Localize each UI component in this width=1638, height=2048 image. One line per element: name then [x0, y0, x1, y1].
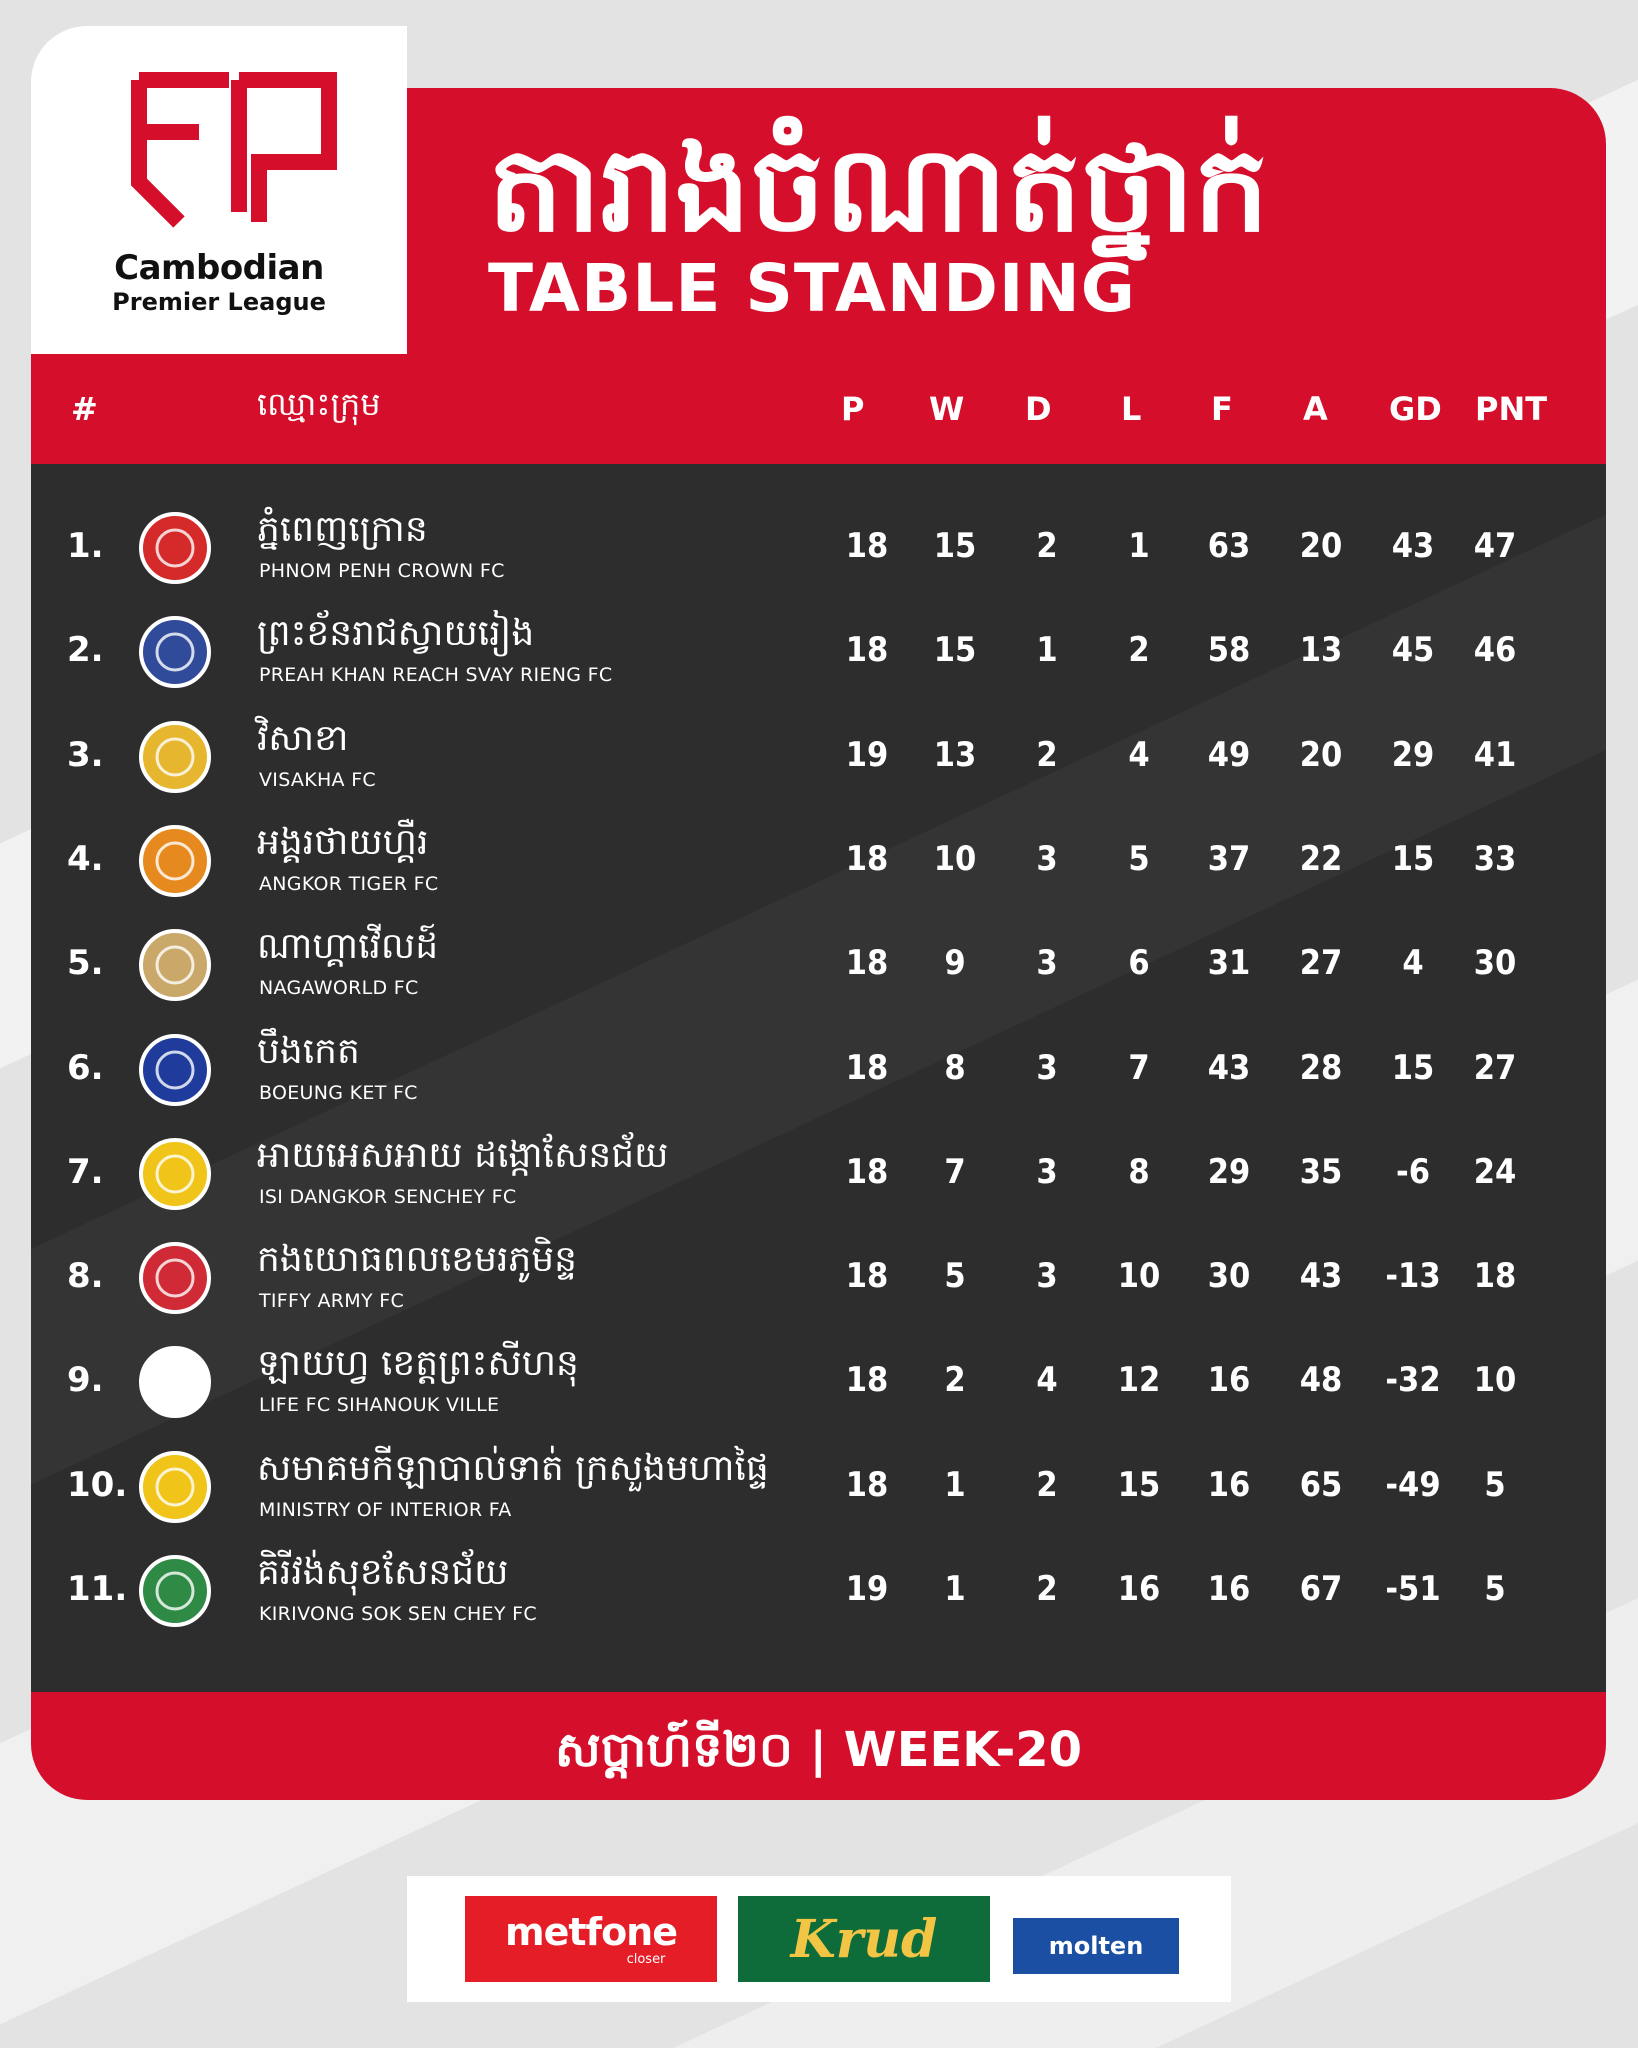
- table-row: [31, 913, 1606, 1017]
- team-name-english: BOEUNG KET FC: [259, 1081, 418, 1104]
- table-row: [31, 496, 1606, 600]
- stat-f: 43: [1207, 1047, 1251, 1088]
- team-crest-icon: [135, 717, 215, 797]
- team-crest-icon: [135, 821, 215, 901]
- crest-shape: [137, 1553, 213, 1629]
- stat-p: 18: [845, 1256, 889, 1297]
- team-name-english: KIRIVONG SOK SEN CHEY FC: [259, 1603, 537, 1625]
- table-row: [31, 1435, 1606, 1539]
- table-header: [31, 360, 1606, 460]
- stat-pnt: 10: [1473, 1360, 1517, 1401]
- stat-l: 7: [1128, 1047, 1150, 1088]
- team-name-khmer: វិសាខា: [257, 717, 349, 759]
- row-position: 9.: [67, 1360, 104, 1401]
- header-p: P: [841, 390, 865, 428]
- table-row: [31, 1226, 1606, 1330]
- row-position: 3.: [67, 734, 104, 775]
- row-position: 10.: [67, 1464, 128, 1505]
- stat-a: 48: [1299, 1360, 1343, 1401]
- stat-w: 5: [944, 1256, 966, 1297]
- stat-w: 10: [933, 838, 977, 879]
- stat-gd: 15: [1391, 838, 1435, 879]
- stat-l: 16: [1117, 1569, 1161, 1609]
- stat-gd: 15: [1391, 1047, 1435, 1088]
- title-khmer: តារាងចំណាត់ថ្នាក់: [488, 120, 1269, 258]
- team-name-english: PREAH KHAN REACH SVAY RIENG FC: [259, 664, 613, 687]
- stat-a: 20: [1299, 526, 1343, 566]
- stat-d: 3: [1036, 943, 1058, 984]
- stat-w: 8: [944, 1047, 966, 1088]
- stat-f: 63: [1207, 526, 1251, 566]
- stat-w: 7: [944, 1151, 966, 1192]
- table-row: [31, 1018, 1606, 1122]
- stat-l: 10: [1117, 1256, 1161, 1297]
- stat-l: 1: [1128, 526, 1150, 566]
- table-body: [31, 464, 1606, 1692]
- stat-a: 27: [1299, 943, 1343, 984]
- row-position: 6.: [67, 1047, 104, 1088]
- table-row: [31, 1539, 1606, 1643]
- header-pnt: PNT: [1475, 390, 1548, 428]
- cpl-logo-icon: [109, 62, 359, 242]
- stat-w: 2: [944, 1360, 966, 1401]
- league-name-line2: Premier League: [112, 288, 326, 316]
- sponsor-molten: molten: [1013, 1918, 1179, 1974]
- header-team: ឈ្មោះក្រុម: [257, 385, 381, 423]
- crest-shape: [137, 614, 213, 690]
- stat-l: 15: [1117, 1464, 1161, 1505]
- stat-f: 16: [1207, 1360, 1251, 1401]
- sponsor-metfone: [465, 1896, 717, 1982]
- stat-w: 15: [933, 526, 977, 566]
- stat-pnt: 5: [1484, 1569, 1506, 1609]
- title-english: TABLE STANDING: [488, 250, 1136, 327]
- team-name-english: ANGKOR TIGER FC: [259, 872, 439, 895]
- stat-p: 18: [845, 838, 889, 879]
- crest-shape: [137, 510, 213, 586]
- stat-l: 6: [1128, 943, 1150, 984]
- header-a: A: [1303, 390, 1328, 428]
- stat-w: 13: [933, 734, 977, 775]
- stat-f: 29: [1207, 1151, 1251, 1192]
- stat-d: 2: [1036, 1464, 1058, 1505]
- stat-w: 1: [944, 1464, 966, 1505]
- team-name-khmer: ណាហ្គាវើលដ៍: [257, 926, 439, 968]
- team-name-english: MINISTRY OF INTERIOR FA: [259, 1498, 512, 1521]
- stat-pnt: 46: [1473, 630, 1517, 671]
- stat-d: 2: [1036, 734, 1058, 775]
- stat-a: 20: [1299, 734, 1343, 775]
- crest-shape: [137, 1449, 213, 1525]
- stat-gd: -32: [1385, 1360, 1441, 1401]
- team-crest-icon: [135, 1030, 215, 1110]
- crest-shape: [137, 927, 213, 1003]
- team-name-khmer: ឡាយហ្វ ខេត្តព្រះសីហនុ: [257, 1343, 579, 1385]
- header-f: F: [1211, 390, 1233, 428]
- stat-f: 49: [1207, 734, 1251, 775]
- table-row: [31, 600, 1606, 704]
- stat-l: 12: [1117, 1360, 1161, 1401]
- row-position: 4.: [67, 838, 104, 879]
- stat-p: 18: [845, 1151, 889, 1192]
- metfone-tagline: closer: [626, 1951, 666, 1967]
- stat-p: 18: [845, 526, 889, 566]
- stat-gd: 45: [1391, 630, 1435, 671]
- stat-f: 37: [1207, 838, 1251, 879]
- table-row: [31, 809, 1606, 913]
- team-crest-icon: [135, 508, 215, 588]
- stat-a: 28: [1299, 1047, 1343, 1088]
- stat-d: 4: [1036, 1360, 1058, 1401]
- stat-p: 19: [845, 1569, 889, 1609]
- team-name-english: NAGAWORLD FC: [259, 977, 419, 1000]
- team-name-khmer: បឹងកេត: [257, 1030, 360, 1072]
- stat-gd: -51: [1385, 1569, 1441, 1609]
- sponsor-krud: Krud: [738, 1896, 990, 1982]
- header-pos: #: [71, 390, 98, 428]
- stat-w: 15: [933, 630, 977, 671]
- week-label: សប្តាហ៍ទី២០ | WEEK-20: [554, 1722, 1083, 1778]
- league-name-line1: Cambodian: [114, 248, 324, 288]
- stat-pnt: 30: [1473, 943, 1517, 984]
- stat-f: 30: [1207, 1256, 1251, 1297]
- team-crest-icon: [135, 1447, 215, 1527]
- stat-d: 2: [1036, 1569, 1058, 1609]
- team-name-khmer: ភ្នំពេញក្រោន: [257, 509, 428, 550]
- crest-shape: [137, 1032, 213, 1108]
- stat-p: 19: [845, 734, 889, 775]
- stat-pnt: 5: [1484, 1464, 1506, 1505]
- team-crest-icon: [135, 612, 215, 692]
- stat-p: 18: [845, 1464, 889, 1505]
- team-name-english: LIFE FC SIHANOUK VILLE: [259, 1394, 500, 1417]
- team-name-english: TIFFY ARMY FC: [259, 1290, 405, 1313]
- table-row: [31, 1330, 1606, 1434]
- crest-shape: [137, 823, 213, 899]
- header-gd: GD: [1389, 390, 1442, 428]
- stat-a: 13: [1299, 630, 1343, 671]
- team-name-khmer: កងយោធពលខេមរភូមិន្ទ: [257, 1239, 577, 1281]
- stat-p: 18: [845, 943, 889, 984]
- stat-pnt: 18: [1473, 1256, 1517, 1297]
- crest-shape: [137, 1240, 213, 1316]
- team-crest-icon: [135, 1238, 215, 1318]
- row-position: 5.: [67, 943, 104, 984]
- stat-a: 35: [1299, 1151, 1343, 1192]
- stat-l: 5: [1128, 838, 1150, 879]
- team-crest-icon: [135, 925, 215, 1005]
- stat-w: 9: [944, 943, 966, 984]
- row-position: 8.: [67, 1256, 104, 1297]
- stat-pnt: 41: [1473, 734, 1517, 775]
- team-name-khmer: គិរីវង់សុខសែនជ័យ: [257, 1552, 509, 1593]
- team-name-english: ISI DANGKOR SENCHEY FC: [259, 1185, 517, 1208]
- stat-w: 1: [944, 1569, 966, 1609]
- team-name-english: VISAKHA FC: [259, 768, 376, 791]
- stat-pnt: 33: [1473, 838, 1517, 879]
- stat-a: 22: [1299, 838, 1343, 879]
- stat-d: 3: [1036, 1047, 1058, 1088]
- stat-gd: -6: [1396, 1151, 1430, 1192]
- stat-pnt: 24: [1473, 1151, 1517, 1192]
- stat-gd: 43: [1391, 526, 1435, 566]
- stat-pnt: 27: [1473, 1047, 1517, 1088]
- team-crest-icon: [135, 1134, 215, 1214]
- crest-shape: [137, 1344, 213, 1420]
- stat-gd: 4: [1402, 943, 1424, 984]
- stat-gd: -13: [1385, 1256, 1441, 1297]
- stat-a: 43: [1299, 1256, 1343, 1297]
- team-name-khmer: អង្គរថាយហ្គឺរ: [257, 821, 429, 863]
- header-l: L: [1121, 390, 1142, 428]
- team-crest-icon: [135, 1342, 215, 1422]
- table-row: [31, 1122, 1606, 1226]
- team-name-khmer: សមាគមកីឡាបាល់ទាត់ ក្រសួងមហាផ្ទៃ: [257, 1447, 769, 1489]
- stat-l: 8: [1128, 1151, 1150, 1192]
- stat-l: 2: [1128, 630, 1150, 671]
- stat-d: 3: [1036, 1151, 1058, 1192]
- stat-f: 58: [1207, 630, 1251, 671]
- row-position: 11.: [67, 1569, 128, 1609]
- team-crest-icon: [135, 1551, 215, 1631]
- stat-d: 3: [1036, 838, 1058, 879]
- league-logo: [31, 26, 407, 354]
- row-position: 7.: [67, 1151, 104, 1192]
- sponsor-bar: [407, 1876, 1231, 2002]
- stat-d: 3: [1036, 1256, 1058, 1297]
- crest-shape: [137, 1136, 213, 1212]
- stat-a: 67: [1299, 1569, 1343, 1609]
- stat-f: 31: [1207, 943, 1251, 984]
- stat-f: 16: [1207, 1464, 1251, 1505]
- stat-p: 18: [845, 1360, 889, 1401]
- table-row: [31, 705, 1606, 809]
- stat-a: 65: [1299, 1464, 1343, 1505]
- stat-pnt: 47: [1473, 526, 1517, 566]
- header-w: W: [929, 390, 965, 428]
- stat-d: 1: [1036, 630, 1058, 671]
- stat-gd: -49: [1385, 1464, 1441, 1505]
- header-d: D: [1025, 390, 1052, 428]
- metfone-logo-text: metfone: [505, 1909, 677, 1954]
- team-name-khmer: អាយអេសអាយ ដង្កោសែនជ័យ: [257, 1134, 669, 1176]
- stat-gd: 29: [1391, 734, 1435, 775]
- stat-l: 4: [1128, 734, 1150, 775]
- stat-d: 2: [1036, 526, 1058, 566]
- row-position: 1.: [67, 526, 104, 566]
- stat-p: 18: [845, 1047, 889, 1088]
- team-name-khmer: ព្រះខ័នរាជស្វាយរៀង: [257, 613, 535, 655]
- row-position: 2.: [67, 630, 104, 671]
- stat-p: 18: [845, 630, 889, 671]
- crest-shape: [137, 719, 213, 795]
- stat-f: 16: [1207, 1569, 1251, 1609]
- team-name-english: PHNOM PENH CROWN FC: [259, 560, 505, 582]
